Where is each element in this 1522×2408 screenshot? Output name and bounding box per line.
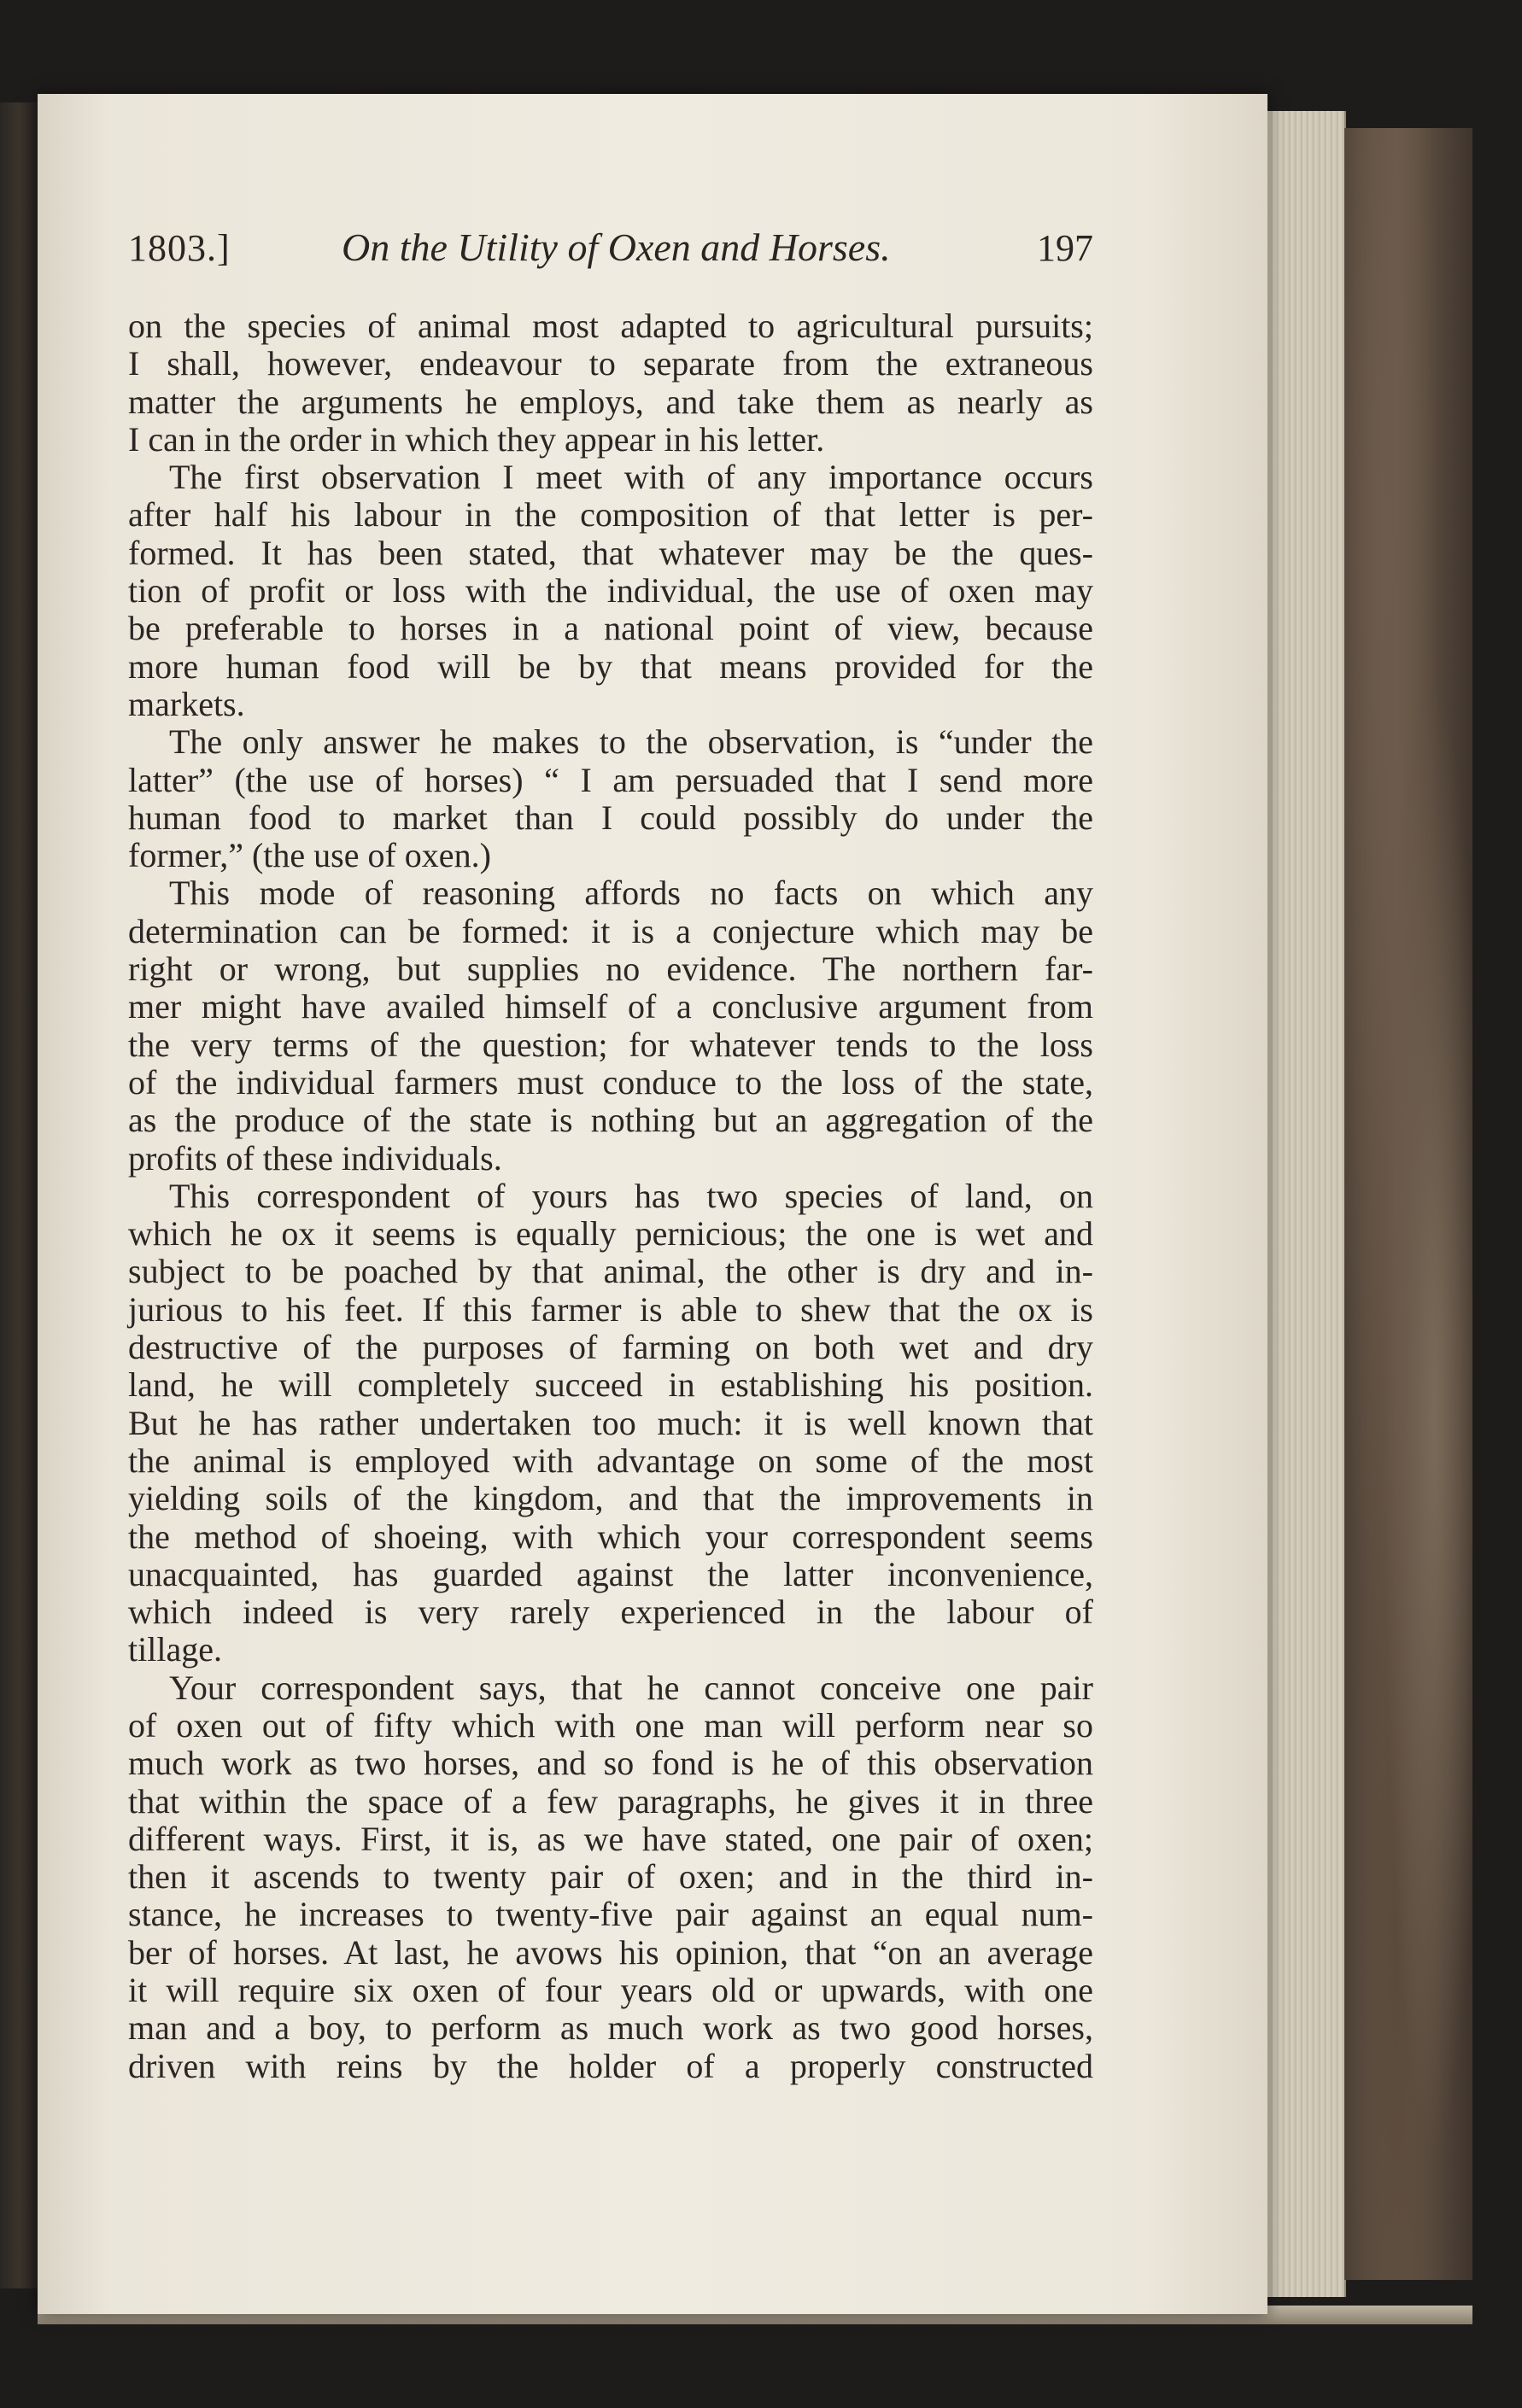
text-line: destructive of the purposes of farming on both wet and dry (128, 1328, 1093, 1367)
text-line: I can in the order in which they appear in his letter. (128, 419, 825, 459)
text-line: much work as two horses, and so fond is he of this observation (128, 1744, 1093, 1783)
left-page-edge (0, 102, 38, 2288)
text-line: The first observation I meet with of any importance occurs (169, 458, 1093, 497)
text-line: yielding soils of the kingdom, and that the improvements in (128, 1479, 1093, 1518)
text-line: that within the space of a few paragraphs, he gives it in three (128, 1781, 1093, 1821)
page-stack-edge (1267, 111, 1346, 2297)
text-line: jurious to his feet. If this farmer is able to shew that the ox is (128, 1289, 1093, 1329)
text-line: This mode of reasoning affords no facts on which any (169, 874, 1093, 913)
text-line: human food to market than I could possibly do under the (128, 798, 1093, 837)
text-line: matter the arguments he employs, and take them as nearly as (128, 382, 1093, 421)
text-line: latter” (the use of horses) “ I am persuaded that I send more (128, 760, 1093, 799)
text-line: different ways. First, it is, as we have stated, one pair of oxen; (128, 1819, 1093, 1858)
text-line: This correspondent of yours has two species of land, on (169, 1176, 1093, 1215)
text-line: it will require six oxen of four years old or upwards, with one (128, 1971, 1093, 2010)
text-line: more human food will be by that means provided for the (128, 646, 1093, 686)
text-line: determination can be formed: it is a conjecture which may be (128, 911, 1093, 950)
text-line: which indeed is very rarely experienced in the labour of (128, 1593, 1093, 1632)
text-line: But he has rather undertaken too much: it is well known that (128, 1403, 1093, 1442)
page-number: 197 (1037, 227, 1093, 269)
text-line: man and a boy, to perform as much work as two good horses, (128, 2008, 1093, 2048)
text-line: the method of shoeing, with which your correspondent seems (128, 1517, 1093, 1556)
text-line: The only answer he makes to the observation, is “under the (169, 722, 1093, 762)
text-line: formed. It has been stated, that whatever may be the ques- (128, 533, 1093, 572)
text-line: tillage. (128, 1630, 222, 1669)
text-line: then it ascends to twenty pair of oxen; and in the third in- (128, 1857, 1093, 1897)
header-year: 1803.] (128, 227, 231, 269)
text-line: profits of these individuals. (128, 1138, 502, 1178)
running-head (128, 226, 1093, 278)
body-text (128, 307, 1093, 2085)
text-line: mer might have availed himself of a conclusive argument from (128, 987, 1093, 1026)
text-line: stance, he increases to twenty-five pair against an equal num- (128, 1895, 1093, 1934)
text-line: tion of profit or loss with the individual, the use of oxen may (128, 571, 1093, 611)
text-line: subject to be poached by that animal, the other is dry and in- (128, 1252, 1093, 1291)
text-line: land, he will completely succeed in establishing his position. (128, 1365, 1093, 1405)
text-line: ber of horses. At last, he avows his opinion, that “on an average (128, 1932, 1093, 1972)
text-line: be preferable to horses in a national point of view, because (128, 609, 1093, 648)
text-line: former,” (the use of oxen.) (128, 836, 491, 875)
book-cover-edge (1344, 128, 1472, 2280)
text-line: I shall, however, endeavour to separate from the extraneous (128, 344, 1093, 383)
text-line: of oxen out of fifty which with one man will perform near so (128, 1705, 1093, 1745)
text-line: of the individual farmers must conduce to the loss of the state, (128, 1062, 1093, 1102)
text-line: as the produce of the state is nothing but an aggregation of the (128, 1101, 1093, 1140)
header-title: On the Utility of Oxen and Horses. (342, 225, 891, 269)
text-line: which he ox it seems is equally pernicious; the one is wet and (128, 1214, 1093, 1254)
text-line: markets. (128, 684, 245, 723)
text-line: the animal is employed with advantage on some of the most (128, 1441, 1093, 1480)
text-line: on the species of animal most adapted to agricultural pursuits; (128, 307, 1093, 345)
text-line: driven with reins by the holder of a properly constructed (128, 2046, 1093, 2085)
text-line: the very terms of the question; for whatever tends to the loss (128, 1025, 1093, 1064)
text-line: after half his labour in the composition of that letter is per- (128, 495, 1093, 535)
text-line: Your correspondent says, that he cannot conceive one pair (169, 1668, 1093, 1707)
text-line: right or wrong, but supplies no evidence. The northern far- (128, 950, 1093, 989)
text-line: unacquainted, has guarded against the latter inconvenience, (128, 1554, 1093, 1593)
